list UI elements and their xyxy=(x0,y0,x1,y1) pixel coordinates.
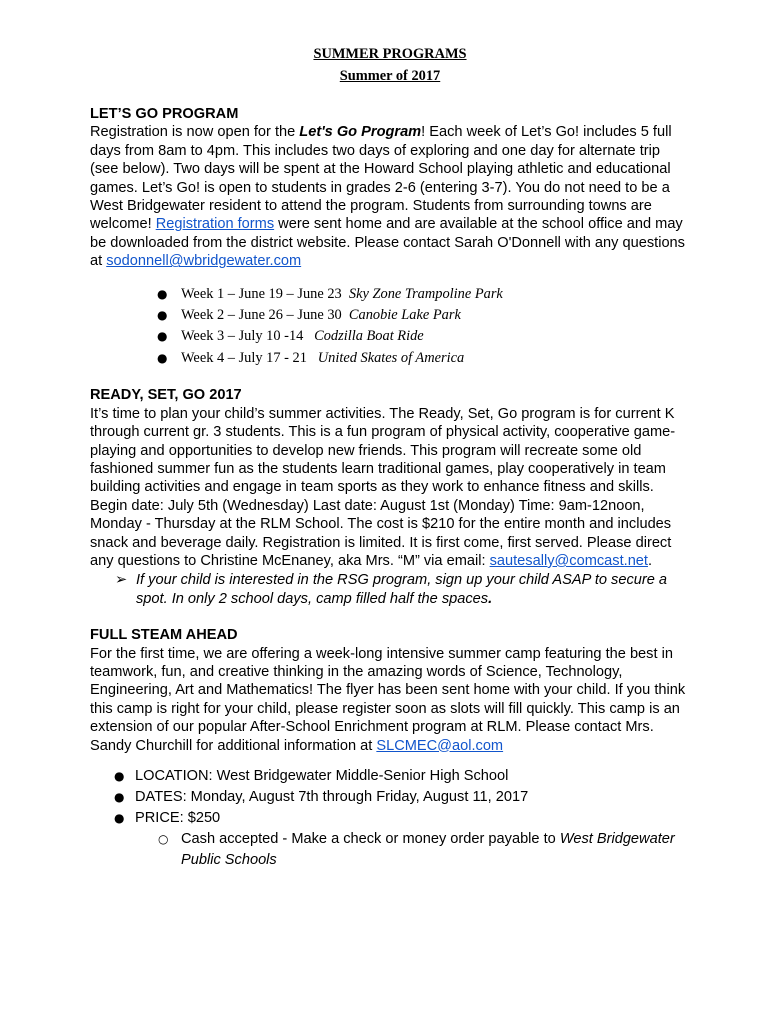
ready-set-go-body xyxy=(90,405,690,571)
full-steam-section xyxy=(90,626,690,871)
list-item xyxy=(90,348,690,369)
bullet-icon: ● xyxy=(157,350,168,365)
detail-price: PRICE: $250 xyxy=(135,810,221,826)
slcmec-email-link[interactable]: SLCMEC@aol.com xyxy=(376,737,504,754)
detail-location: LOCATION: West Bridgewater Middle-Senior High School xyxy=(135,768,509,784)
rsg-note-text: If your child is interested in the RSG program, sign up your child ASAP to secure a spot. In only 2 school days, camp filled half the spaces xyxy=(136,572,668,607)
list-item xyxy=(90,766,690,787)
ready-set-go-text: It’s time to plan your child’s summer activities. The Ready, Set, Go program is for current K through current gr. 3 students. This is a fun program of physical activity, cooperative game-playing and opportunities to develop new friends. This program will recreate some old fashioned summer fun as the students learn traditional games, play cooperatively in team building activities and engage in team sports as they work to enhance fitness and skills. Begin date: July 5th (Wednesday) Last date: August 1st (Monday) Time: 9am-12noon, Monday - Thursday at the RLM School. The cost is $210 for the entire month and includes snack and beverage daily. Registration is limited. It is first come, first served. Please direct any questions to Christine McEnaney, aka Mrs. “M” via email: xyxy=(90,405,676,569)
rsg-note xyxy=(90,571,690,608)
sautesally-email-link[interactable]: sautesally@comcast.net xyxy=(489,552,648,569)
list-item xyxy=(90,305,690,326)
bullet-icon: ● xyxy=(114,790,125,804)
week-trip: United Skates of America xyxy=(317,349,465,366)
ready-set-go-heading: READY, SET, GO 2017 xyxy=(90,387,242,404)
bullet-icon: ● xyxy=(157,329,168,344)
week-trip: Canobie Lake Park xyxy=(348,307,461,324)
lets-go-program-name: Let's Go Program xyxy=(299,124,422,141)
week-dates: Week 4 – July 17 - 21 xyxy=(181,349,307,366)
list-item xyxy=(90,326,690,347)
detail-dates: DATES: Monday, August 7th through Friday, August 11, 2017 xyxy=(135,789,529,805)
page-title: SUMMER PROGRAMS xyxy=(313,46,467,62)
week-trip: Codzilla Boat Ride xyxy=(314,328,424,345)
full-steam-text: For the first time, we are offering a week-long intensive summer camp featuring the best in teamwork, fun, and creative thinking in the amazing words of Science, Technology, Engineering, Art and Mathematics! The flyer has been sent home with your child. If you think this camp is right for your child, please register soon as slots will fill quickly. This camp is an extension of our popular After-School Enrichment program at RLM. Please contact Mrs. Sandy Churchill for additional information at xyxy=(90,645,686,754)
list-item xyxy=(90,284,690,305)
rsg-note-end: . xyxy=(488,590,493,607)
list-item xyxy=(90,808,690,829)
arrow-bullet-icon: ➢ xyxy=(115,571,128,589)
payment-payee: West Bridgewater Public Schools xyxy=(181,831,675,868)
steam-details-list xyxy=(90,766,690,829)
lets-go-text-2: ! Each week of Let’s Go! includes 5 full days from 8am to 4pm. This includes two days of exploring and one day for alternate trip (see below). Two days will be spent at the Howard School playing athletic and educational games. Let’s Go! is open to students in grades 2-6 (entering 3-7). You do not need to be a West Bridgewater resident to attend the program. Students from surrounding towns are welcome! xyxy=(90,124,672,233)
document-page xyxy=(90,46,690,871)
weeks-list xyxy=(90,284,690,370)
lets-go-heading: LET’S GO PROGRAM xyxy=(90,106,239,122)
week-dates: Week 1 – June 19 – June 23 xyxy=(181,285,342,302)
bullet-icon: ● xyxy=(114,811,125,825)
lets-go-section xyxy=(90,105,690,369)
full-steam-body xyxy=(90,645,690,755)
full-steam-heading: FULL STEAM AHEAD xyxy=(90,627,238,644)
bullet-icon: ● xyxy=(114,769,125,783)
circle-bullet-icon: ○ xyxy=(158,832,169,846)
registration-forms-link[interactable]: Registration forms xyxy=(155,216,275,233)
list-item xyxy=(90,787,690,808)
lets-go-body xyxy=(90,123,690,270)
payment-note-text: Cash accepted - Make a check or money order payable to xyxy=(181,831,560,847)
sodonnell-email-link[interactable]: sodonnell@wbridgewater.com xyxy=(106,253,302,270)
payment-note xyxy=(90,829,690,871)
lets-go-text-3: were sent home and are available at the school office and may be downloaded from the district website. Please contact Sarah O'Donnell with any questions at xyxy=(90,216,685,270)
bullet-icon: ● xyxy=(157,286,168,301)
ready-set-go-section xyxy=(90,386,690,608)
page-subtitle: Summer of 2017 xyxy=(339,68,441,84)
week-dates: Week 3 – July 10 -14 xyxy=(181,328,304,345)
lets-go-text-1: Registration is now open for the xyxy=(90,124,300,141)
bullet-icon: ● xyxy=(157,308,168,323)
week-trip: Sky Zone Trampoline Park xyxy=(348,285,503,302)
ready-set-go-period: . xyxy=(647,552,653,569)
week-dates: Week 2 – June 26 – June 30 xyxy=(181,307,342,324)
